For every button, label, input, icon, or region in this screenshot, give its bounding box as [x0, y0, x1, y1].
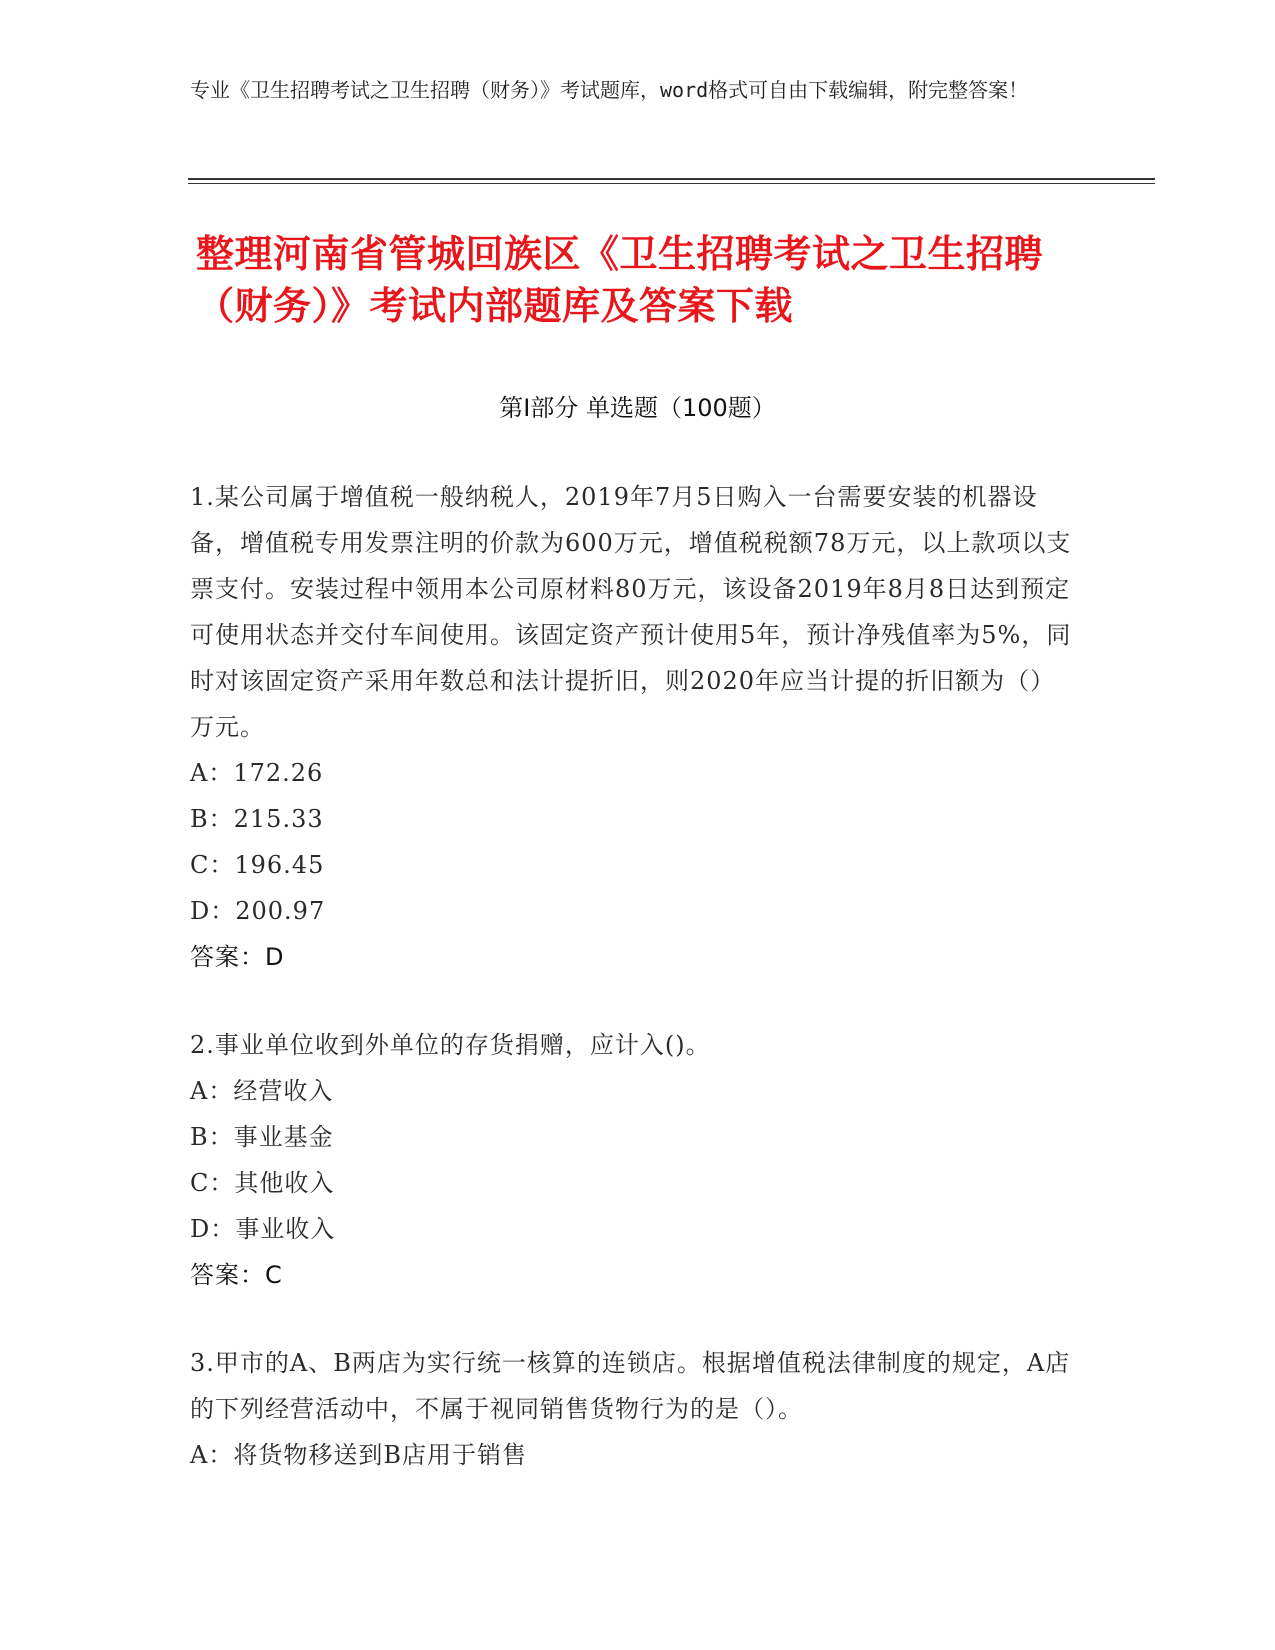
- question-stem: 1.某公司属于增值税一般纳税人，2019年7月5日购入一台需要安装的机器设备，增值税专用发票注明的价款为600万元，增值税税额78万元，以上款项以支票支付。安装过程中领用本公司原材料80万元，该设备2019年8月8日达到预定可使用状态并交付车间使用。该固定资产预计使用5年，预计净残值率为5%，同时对该固定资产采用年数总和法计提折旧，则2020年应当计提的折旧额为（）万元。: [190, 483, 1072, 741]
- option-a: A：将货物移送到B店用于销售: [190, 1441, 527, 1469]
- option-b: B：215.33: [190, 805, 324, 833]
- header-note: 专业《卫生招聘考试之卫生招聘（财务）》考试题库，word格式可自由下载编辑，附完整答案！: [190, 78, 1029, 102]
- document-title: 整理河南省管城回族区《卫生招聘考试之卫生招聘（财务）》考试内部题库及答案下载: [196, 232, 1044, 328]
- option-c: C：其他收入: [190, 1169, 335, 1197]
- option-c: C：196.45: [190, 851, 325, 879]
- option-d: D：200.97: [190, 897, 326, 925]
- question-2: [190, 1022, 1080, 1298]
- header-divider-thin: [188, 183, 1155, 184]
- question-stem: 3.甲市的A、B两店为实行统一核算的连锁店。根据增值税法律制度的规定，A店的下列经营活动中，不属于视同销售货物行为的是（）。: [190, 1349, 1071, 1423]
- answer-label: 答案：D: [190, 943, 285, 971]
- option-a: A：经营收入: [190, 1077, 334, 1105]
- option-b: B：事业基金: [190, 1123, 334, 1151]
- question-stem: 2.事业单位收到外单位的存货捐赠，应计入()。: [190, 1031, 711, 1059]
- section-heading: 第Ⅰ部分 单选题（100题）: [499, 394, 776, 422]
- answer-label: 答案：C: [190, 1261, 283, 1289]
- option-d: D：事业收入: [190, 1215, 336, 1243]
- question-1: [190, 474, 1080, 980]
- question-3: [190, 1340, 1080, 1478]
- header-divider: [188, 178, 1155, 180]
- option-a: A：172.26: [190, 759, 324, 787]
